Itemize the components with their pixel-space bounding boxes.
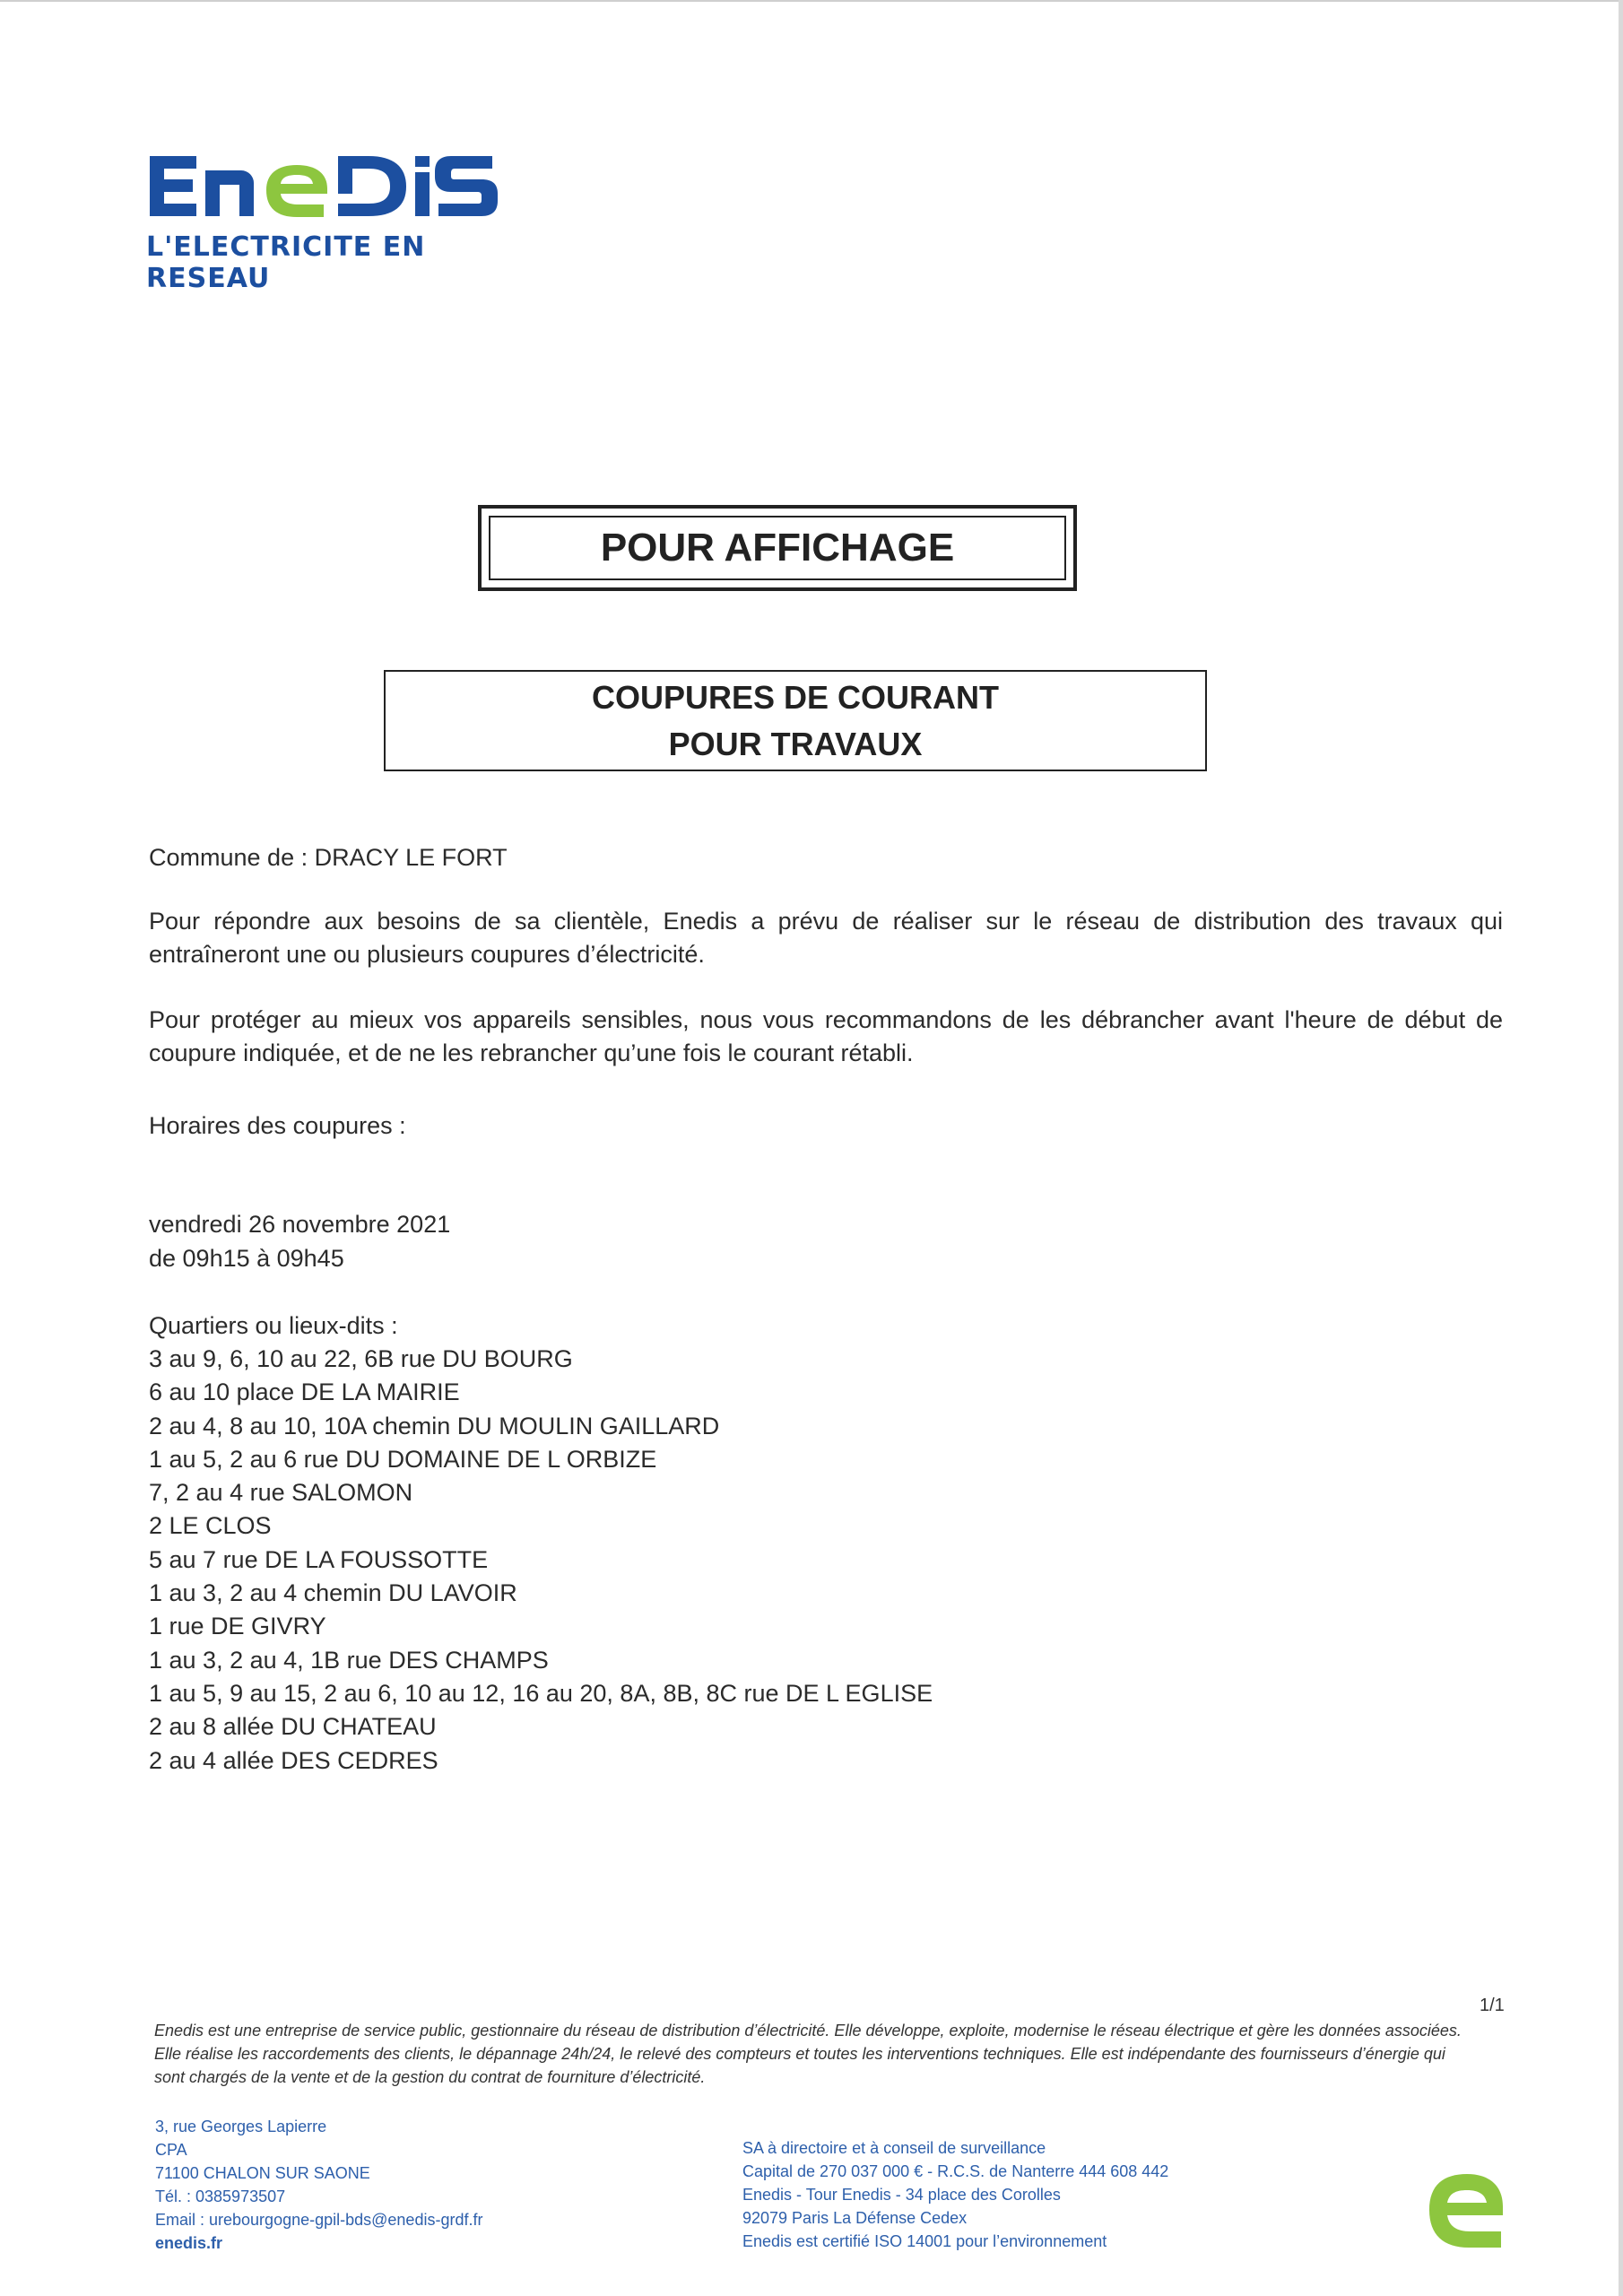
address-line: Tél. : 0385973507 (155, 2187, 286, 2205)
list-item: 2 au 8 allée DU CHATEAU (149, 1713, 437, 1741)
list-item: 2 au 4 allée DES CEDRES (149, 1746, 438, 1774)
scan-edge-right (1619, 0, 1623, 2296)
company-line: SA à directoire et à conseil de surveillance (742, 2139, 1046, 2157)
logo-tagline: L'ELECTRICITE EN RESEAU (146, 231, 426, 294)
list-item: 2 au 4, 8 au 10, 10A chemin DU MOULIN GAILLARD (149, 1412, 720, 1439)
company-info (742, 2136, 1168, 2253)
company-line: Enedis est certifié ISO 14001 pour l’environnement (742, 2232, 1107, 2250)
scan-edge-top (0, 0, 1623, 2)
outage-time: de 09h15 à 09h45 (149, 1245, 344, 1272)
list-item: 7, 2 au 4 rue SALOMON (149, 1479, 413, 1507)
affichage-title: POUR AFFICHAGE (489, 516, 1066, 580)
company-line: Enedis - Tour Enedis - 34 place des Corolles (742, 2186, 1061, 2204)
outage-date: vendredi 26 novembre 2021 (149, 1211, 451, 1238)
legal-notice: Enedis est une entreprise de service public, gestionnaire du réseau de distribution d’électricité. Elle développe, exploite, modernise le réseau électrique et gère les données associées. Elle réalise les raccordements des clients, le dépannage 24h/24, le relevé des compteurs et toutes les interventions techniques. Elle est indépendante des fournisseurs d’énergie qui sont chargés de la vente et de la gestion du contrat de fourniture d’électricité. (154, 2022, 1462, 2086)
affichage-box (478, 505, 1077, 591)
list-item: 1 au 5, 9 au 15, 2 au 6, 10 au 12, 16 au 20, 8A, 8B, 8C rue DE L EGLISE (149, 1679, 933, 1707)
coupures-title-line2: POUR TRAVAUX (668, 725, 923, 762)
list-item: 1 au 3, 2 au 4, 1B rue DES CHAMPS (149, 1646, 549, 1674)
coupures-title-line1: COUPURES DE COURANT (591, 678, 1000, 716)
advice-paragraph: Pour protéger au mieux vos appareils sensibles, nous vous recommandons de les débrancher avant l'heure de début de coupure indiquée, et de ne les rebrancher qu’une fois le courant rétabli. (149, 1006, 1503, 1066)
list-item: 1 au 3, 2 au 4 chemin DU LAVOIR (149, 1579, 517, 1607)
address-line: CPA (155, 2141, 187, 2159)
list-item: 1 au 5, 2 au 6 rue DU DOMAINE DE L ORBIZE (149, 1445, 657, 1473)
address-line: 71100 CHALON SUR SAONE (155, 2164, 370, 2182)
enedis-logo (146, 151, 505, 294)
list-item: 3 au 9, 6, 10 au 22, 6B rue DU BOURG (149, 1345, 573, 1372)
email-line: Email : urebourgogne-gpil-bds@enedis-grdf.fr (155, 2211, 483, 2229)
quartiers-label: Quartiers ou lieux-dits : (149, 1312, 398, 1339)
list-item: 6 au 10 place DE LA MAIRIE (149, 1378, 460, 1406)
list-item: 2 LE CLOS (149, 1512, 272, 1540)
horaires-label: Horaires des coupures : (149, 1112, 406, 1139)
website-link[interactable]: enedis.fr (155, 2234, 223, 2252)
address-line: 3, rue Georges Lapierre (155, 2118, 327, 2135)
intro-paragraph: Pour répondre aux besoins de sa clientèle, Enedis a prévu de réaliser sur le réseau de distribution des travaux qui entraîneront une ou plusieurs coupures d’électricité. (149, 908, 1503, 968)
company-line: 92079 Paris La Défense Cedex (742, 2209, 968, 2227)
list-item: 5 au 7 rue DE LA FOUSSOTTE (149, 1545, 489, 1573)
enedis-small-logo-icon (1426, 2170, 1506, 2251)
company-line: Capital de 270 037 000 € - R.C.S. de Nanterre 444 608 442 (742, 2162, 1169, 2180)
enedis-wordmark-logo-icon (146, 151, 505, 222)
sender-address (155, 2115, 482, 2255)
coupures-title-box (384, 670, 1207, 771)
list-item: 1 rue DE GIVRY (149, 1613, 326, 1640)
page-number: 1/1 (1480, 1996, 1505, 2015)
commune-line: Commune de : DRACY LE FORT (149, 844, 508, 871)
location-list (149, 1343, 933, 1778)
